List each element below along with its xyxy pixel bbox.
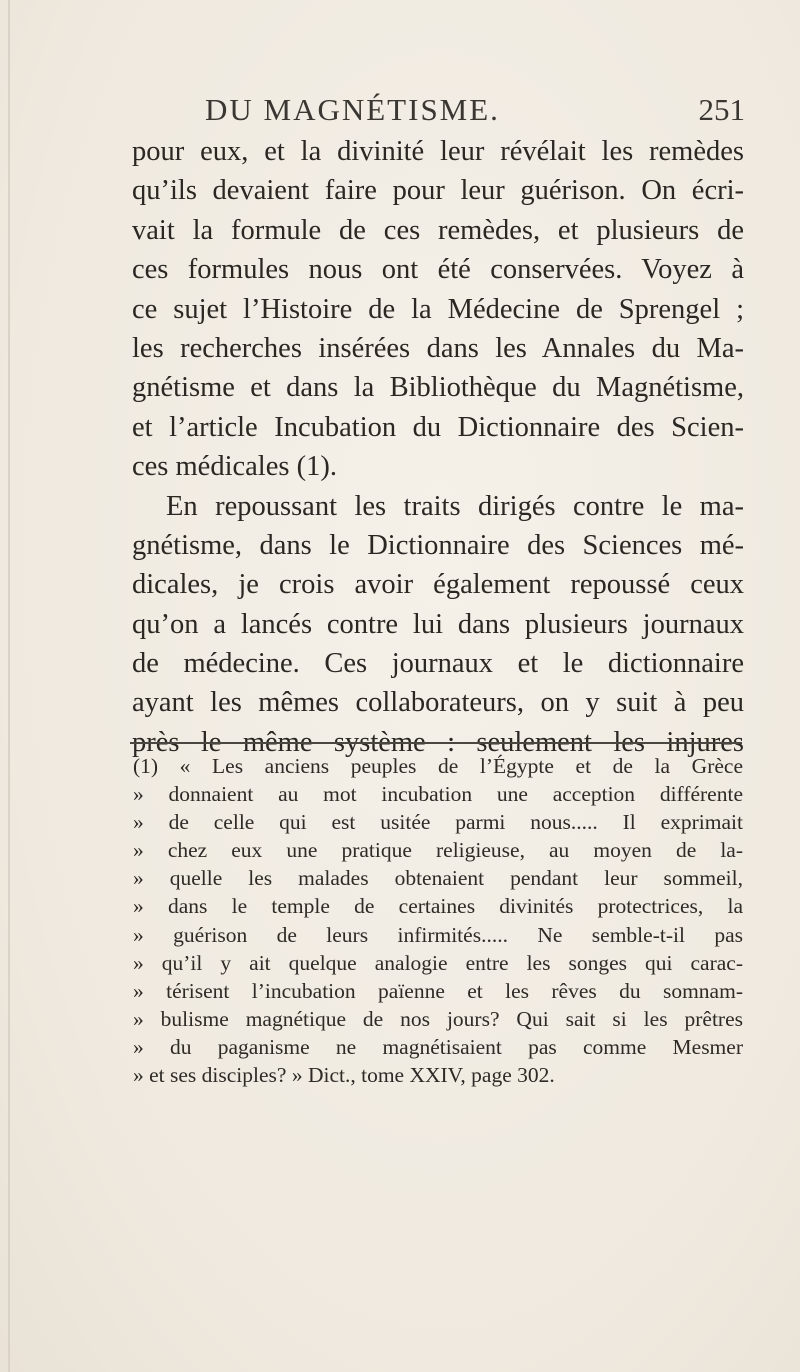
footnote-line: » térisent l’incubation païenne et les rêves du somnam- — [133, 978, 743, 1003]
text-line: les recherches insérées dans les Annales du Ma- — [132, 332, 744, 364]
text-line: de médecine. Ces journaux et le dictionnaire — [132, 648, 744, 680]
text-line: et l’article Incubation du Dictionnaire des Scien- — [132, 411, 744, 443]
page-edge — [8, 0, 10, 1372]
text-line: En repoussant les traits dirigés contre le ma- — [166, 490, 744, 522]
footnote-line: » qu’il y ait quelque analogie entre les songes qui carac- — [133, 950, 743, 975]
running-head: DU MAGNÉTISME. — [205, 92, 500, 127]
main-text — [132, 132, 744, 762]
text-line: gnétisme et dans la Bibliothèque du Magnétisme, — [132, 372, 744, 404]
text-line: ces formules nous ont été conservées. Voyez à — [132, 254, 744, 286]
footnote-line: (1) « Les anciens peuples de l’Égypte et de la Grèce — [133, 754, 743, 778]
footnote-line: » guérison de leurs infirmités..... Ne semble-t-il pas — [133, 922, 743, 947]
footnote-line: » de celle qui est usitée parmi nous..... Il exprimait — [133, 810, 743, 835]
text-line: ces médicales (1). — [132, 451, 337, 483]
footnote-line: » du paganisme ne magnétisaient pas comme Mesmer — [133, 1034, 743, 1059]
page-header — [205, 92, 745, 132]
footnote-separator — [130, 742, 742, 744]
footnote-line: » et ses disciples? » Dict., tome XXIV, page 302. — [133, 1063, 555, 1088]
text-line: près le même système : seulement les injures — [132, 726, 744, 758]
text-line: qu’on a lancés contre lui dans plusieurs journaux — [132, 608, 744, 640]
page-number: 251 — [698, 92, 745, 127]
text-line: ce sujet l’Histoire de la Médecine de Sprengel ; — [132, 293, 744, 325]
footnote-line: » donnaient au mot incubation une acception différente — [133, 782, 743, 807]
text-line: ayant les mêmes collaborateurs, on y suit à peu — [132, 687, 744, 719]
footnote — [133, 752, 743, 1089]
footnote-line: » dans le temple de certaines divinités protectrices, la — [133, 894, 743, 919]
footnote-line: » quelle les malades obtenaient pendant leur sommeil, — [133, 866, 743, 891]
footnote-line: » bulisme magnétique de nos jours? Qui sait si les prêtres — [133, 1006, 743, 1031]
text-line: vait la formule de ces remèdes, et plusieurs de — [132, 214, 744, 246]
text-line: pour eux, et la divinité leur révélait les remèdes — [132, 136, 744, 167]
text-line: dicales, je crois avoir également repoussé ceux — [132, 569, 744, 601]
text-line: gnétisme, dans le Dictionnaire des Sciences mé- — [132, 529, 744, 561]
text-line: qu’ils devaient faire pour leur guérison. On écri- — [132, 175, 744, 207]
footnote-line: » chez eux une pratique religieuse, au moyen de la- — [133, 838, 743, 863]
